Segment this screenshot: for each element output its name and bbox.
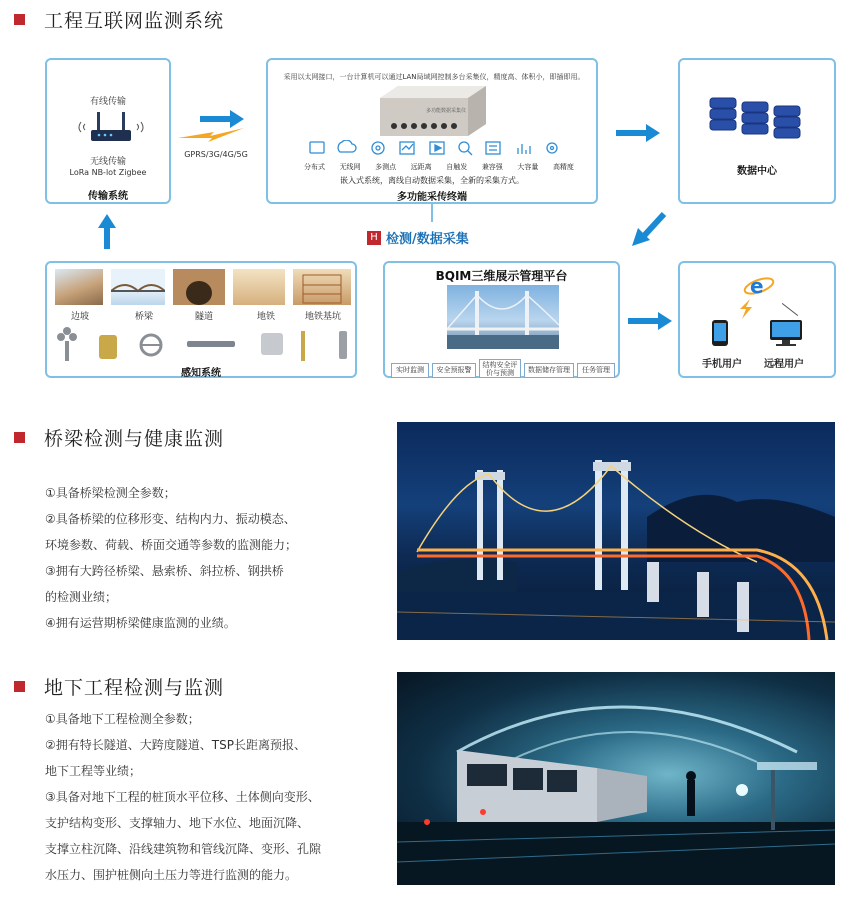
section-header-bridge: [14, 424, 224, 451]
scene-label: 地铁基坑: [305, 312, 342, 322]
function-tag: 结构安全评价与预测: [479, 359, 521, 378]
capability-line: ①具备地下工程检测全参数；: [45, 712, 200, 726]
arrow-right-icon: [628, 312, 674, 330]
feature-label: 分布式: [304, 163, 325, 171]
wired-label: 有线传输: [89, 97, 126, 107]
protocols-label: LoRa NB-lot Zigbee: [69, 168, 147, 177]
router-icon: [75, 110, 147, 150]
collect-label: 检测/数据采集: [386, 232, 469, 247]
section-marker: [14, 681, 25, 692]
capability-line: ④拥有运营期桥梁健康监测的业绩。: [45, 616, 236, 630]
computer-monitor-icon: [768, 319, 804, 347]
logo-icon: H: [367, 231, 381, 245]
feature-label: 多测点: [375, 163, 397, 171]
collect-label-group: [367, 228, 469, 247]
function-tag: 安全预报警: [432, 363, 476, 378]
lightning-icon: [738, 299, 754, 319]
terminal-box: [266, 58, 598, 204]
sensor-icons: [55, 327, 355, 363]
scene-label: 桥梁: [135, 312, 154, 322]
capability-line: 的检测业绩；: [45, 590, 118, 604]
users-box: [678, 261, 836, 378]
section-header-network: [14, 6, 224, 33]
data-logger-device: [374, 86, 492, 142]
section-header-underground: [14, 673, 224, 700]
bridge-capabilities: [45, 480, 297, 636]
capability-line: ③具备对地下工程的桩顶水平位移、土体侧向变形、: [45, 790, 320, 804]
feature-label: 远距离: [410, 163, 432, 171]
data-center-box: [678, 58, 836, 204]
terminal-description: 采用以太网接口，一台计算机可以通过LAN局域网控制多台采集仪，精度高、体积小，即插即用。: [283, 73, 585, 81]
capability-line: ③拥有大跨径桥梁、悬索桥、斜拉桥、钢拱桥: [45, 564, 284, 578]
arrow-right-icon: [616, 124, 662, 142]
capability-line: ①具备桥梁检测全参数；: [45, 486, 176, 500]
connector-line: [782, 303, 798, 316]
capability-line: 地下工程等业绩；: [45, 764, 142, 778]
device-label: 多功能数据采集仪: [426, 108, 467, 114]
data-center-caption: 数据中心: [737, 166, 777, 177]
capability-line: 支护结构变形、支撑轴力、地下水位、地面沉降、: [45, 816, 310, 830]
capability-line: 水压力、围护桩侧向土压力等进行监测的能力。: [45, 868, 298, 882]
bridge-thumbnail: [111, 269, 165, 305]
section-marker: [14, 14, 25, 25]
transmission-caption: 传输系统: [88, 191, 128, 202]
feature-label: 高精度: [552, 163, 574, 171]
svg-text:e: e: [750, 274, 764, 298]
scene-label: 边坡: [71, 312, 90, 322]
function-tag: 实时监测: [391, 363, 429, 378]
bridge-night-photo: [397, 422, 835, 640]
tunnel-thumbnail: [173, 269, 225, 305]
feature-icons: [306, 140, 566, 160]
scene-label: 地铁: [257, 312, 276, 322]
function-tag: 任务管理: [577, 363, 615, 378]
arrow-up-icon: [98, 214, 116, 250]
slope-thumbnail: [55, 269, 103, 305]
perception-caption: 感知系统: [181, 368, 221, 379]
platform-box: [383, 261, 620, 378]
platform-title: BQIM三维展示管理平台: [435, 269, 568, 283]
section-marker: [14, 432, 25, 443]
perception-box: [45, 261, 357, 378]
remote-user-label: 远程用户: [764, 359, 804, 370]
network-label: GPRS/3G/4G/5G: [184, 150, 248, 159]
mobile-phone-icon: [710, 319, 730, 347]
section-title: 工程互联网监测系统: [44, 10, 225, 32]
browser-icon: [742, 271, 776, 301]
scene-label: 隧道: [195, 312, 214, 322]
connector-line: [431, 204, 433, 222]
metro-thumbnail: [233, 269, 285, 305]
server-stack-icon: [706, 94, 806, 144]
arrow-down-left-icon: [632, 210, 668, 248]
capability-line: 支撑立柱沉降、沿线建筑物和管线沉降、变形、孔隙: [45, 842, 322, 856]
wireless-label: 无线传输: [89, 157, 126, 167]
capability-line: 环境参数、荷载、桥面交通等参数的监测能力；: [45, 538, 298, 552]
underground-capabilities: [45, 706, 321, 888]
feature-labels: [304, 162, 574, 172]
transmission-box: [45, 58, 171, 204]
mobile-user-label: 手机用户: [702, 359, 742, 370]
metro-pit-thumbnail: [293, 269, 351, 305]
platform-bridge-image: [447, 285, 559, 349]
capability-line: ②拥有特长隧道、大跨度隧道、TSP长距离预报、: [45, 738, 306, 752]
feature-label: 无线网: [339, 163, 361, 171]
section-title: 桥梁检测与健康监测: [44, 428, 225, 450]
capability-line: ②具备桥梁的位移形变、结构内力、振动模态、: [45, 512, 296, 526]
terminal-caption: 多功能采传终端: [397, 192, 467, 203]
terminal-note: 嵌入式系统，离线自动数据采集，全新的采集方式。: [340, 176, 524, 185]
function-tag: 数据储存管理: [524, 363, 574, 378]
feature-label: 自触发: [446, 163, 468, 171]
section-title: 地下工程检测与监测: [44, 677, 225, 699]
feature-label: 大容量: [517, 163, 539, 171]
subway-tunnel-photo: [397, 672, 835, 885]
lightning-icon: [178, 126, 244, 146]
feature-label: 兼容强: [481, 163, 503, 171]
